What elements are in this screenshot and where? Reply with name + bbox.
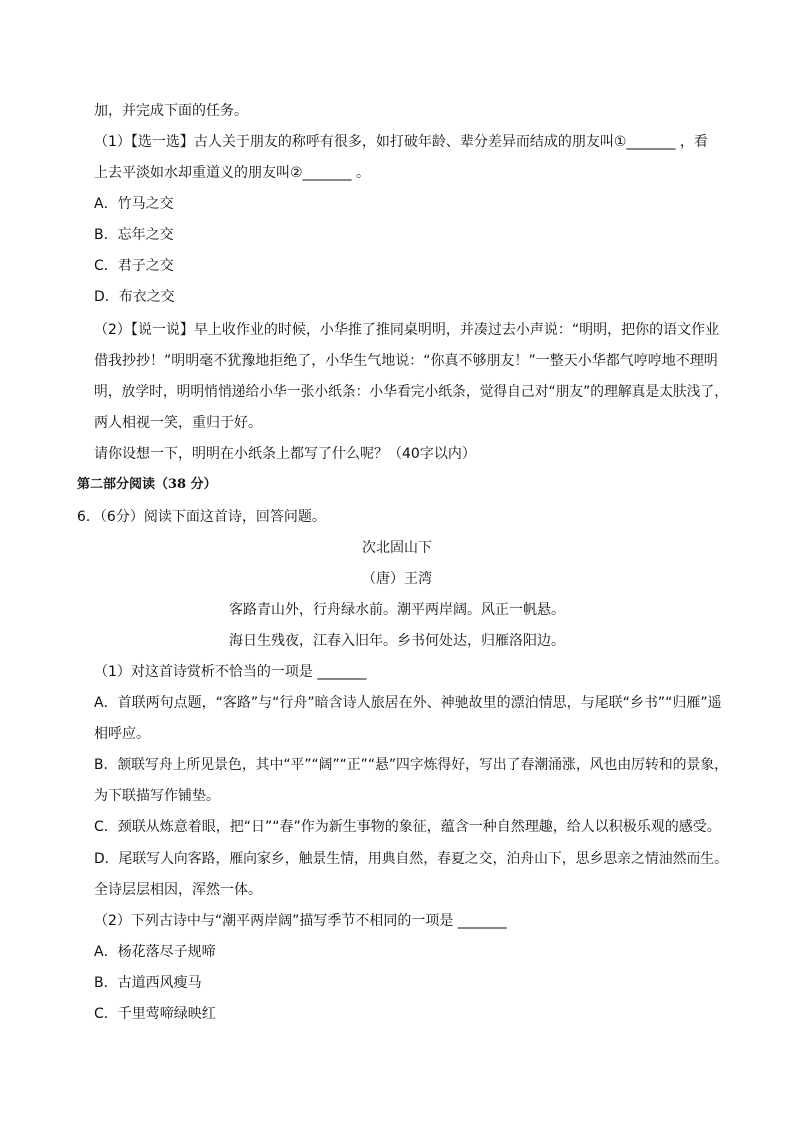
q6-1-option-b-line-2: 为下联描写作铺垫。: [94, 788, 220, 804]
q1-option-a: A．竹马之交: [94, 196, 174, 212]
q2-stem-line-5: 请你设想一下，明明在小纸条上都写了什么呢？（40字以内）: [94, 446, 476, 462]
q1-option-d: D．布衣之交: [94, 289, 175, 305]
q6-1-option-b-line-1: B．颔联写舟上所见景色，其中“平”“阔”“正”“悬”四字炼得好，写出了春潮涌涨，风也由厉转和的景象，: [94, 757, 728, 773]
q6-1-stem: （1）对这首诗赏析不恰当的一项是 _______: [94, 664, 367, 680]
q6-stem: 6．（6分）阅读下面这首诗，回答问题。: [77, 509, 326, 525]
q1-stem-line-2: 上去平淡如水却重道义的朋友叫②_______ 。: [94, 165, 371, 181]
q2-stem-line-2: 借我抄抄！”明明毫不犹豫地拒绝了，小华生气地说：“你真不够朋友！”一整天小华都气哼哼地不理明: [94, 353, 718, 369]
q6-2-option-a: A．杨花落尽子规啼: [94, 944, 216, 960]
q2-stem-line-1: （2）【说一说】早上收作业的时候，小华推了推同桌明明，并凑过去小声说：“明明，把你的语文作业: [94, 322, 720, 338]
q2-stem-line-3: 明，放学时，明明悄悄递给小华一张小纸条：小华看完小纸条，觉得自己对“朋友”的理解真是太肤浅了，: [94, 384, 728, 400]
q1-option-b: B．忘年之交: [94, 227, 174, 243]
q1-stem-line-1: （1）【选一选】古人关于朋友的称呼有很多，如打破年龄、辈分差异而结成的朋友叫①_______ ，看: [94, 134, 708, 150]
q6-2-option-b: B．古道西风瘦马: [94, 975, 202, 991]
q6-1-option-d-line-2: 全诗层层相因，浑然一体。: [94, 882, 262, 898]
poem-line-1: 客路青山外，行舟绿水前。潮平两岸阔。风正一帆悬。: [229, 602, 565, 618]
q6-2-option-c: C．千里莺啼绿映红: [94, 1006, 216, 1022]
intro-text: 加，并完成下面的任务。: [94, 103, 248, 119]
q6-1-option-c: C．颈联从炼意着眼，把“日”“春”作为新生事物的象征，蕴含一种自然理趣，给人以积极乐观的感受。: [94, 819, 721, 835]
q1-option-c: C．君子之交: [94, 258, 174, 274]
poem-line-2: 海日生残夜，江春入旧年。乡书何处达，归雁洛阳边。: [229, 633, 565, 649]
q6-1-option-d-line-1: D．尾联写人向客路，雁向家乡，触景生情，用典自然，春夏之交，泊舟山下，思乡思亲之情油然而生。: [94, 851, 728, 867]
poem-author: （唐）王湾: [362, 571, 432, 587]
q2-stem-line-4: 两人相视一笑，重归于好。: [94, 415, 262, 431]
poem-title: 次北固山下: [362, 540, 432, 556]
section-2-title: 第二部分阅读（38 分）: [77, 477, 217, 492]
q6-1-option-a-line-2: 相呼应。: [94, 726, 150, 742]
q6-2-stem: （2）下列古诗中与“潮平两岸阔”描写季节不相同的一项是 _______: [94, 913, 507, 929]
q6-1-option-a-line-1: A．首联两句点题，“客路”与“行舟”暗含诗人旅居在外、神驰故里的漂泊情思，与尾联“乡书”“归雁”遥: [94, 695, 722, 711]
